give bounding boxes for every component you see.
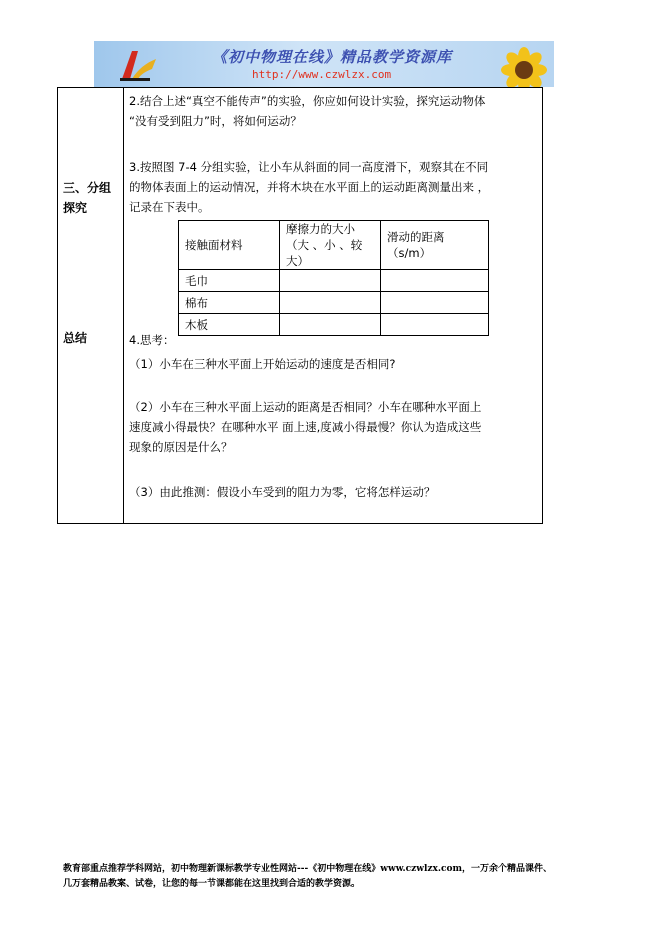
q4-3: （3）由此推测：假设小车受到的阻力为零，它将怎样运动？ [129, 485, 436, 499]
row-material: 毛巾 [179, 270, 280, 292]
q2-line1: 2.结合上述“真空不能传声”的实验，你应如何设计实验，探究运动物体 [129, 94, 486, 108]
footer-line2: 几万套精品教案、试卷，让您的每一节课都能在这里找到合适的教学资源。 [63, 879, 361, 889]
section-label-line2: 探究 [63, 201, 88, 215]
q3-line1: 3.按照图 7-4 分组实验，让小车从斜面的同一高度滑下，观察其在不同 [129, 160, 489, 174]
column-divider [123, 87, 124, 524]
header-friction-line1: 摩擦力的大小 [286, 222, 355, 236]
header-banner [94, 41, 554, 87]
site-logo-icon [118, 45, 158, 83]
q3-line3: 记录在下表中。 [129, 200, 210, 214]
table-header-row [179, 221, 489, 270]
q3-line2: 的物体表面上的运动情况，并将木块在水平面上的运动距离测量出来 ， [129, 180, 490, 194]
q4-2-line1: （2）小车在三种水平面上运动的距离是否相同？小车在哪种水平面上 [129, 400, 482, 414]
summary-label: 总结 [63, 331, 88, 345]
header-distance: 滑动的距离（s/m） [381, 221, 489, 270]
row-distance-cell[interactable] [381, 270, 489, 292]
banner-url: http://www.czwlzx.com [252, 68, 392, 81]
table-row [179, 292, 489, 314]
row-friction-cell[interactable] [280, 270, 381, 292]
experiment-table [178, 220, 489, 336]
q4-1: （1）小车在三种水平面上开始运动的速度是否相同? [129, 357, 396, 371]
q2-line2: “没有受到阻力”时，将如何运动？ [129, 114, 302, 128]
table-row [179, 270, 489, 292]
page-footer [63, 862, 603, 892]
section-label-line1: 三、分组 [63, 181, 112, 195]
row-material: 木板 [179, 314, 280, 336]
header-friction [280, 221, 381, 270]
q4-2-line2: 速度减小得最快？在哪种水平 面上速,度减小得最慢？你认为造成这些 [129, 420, 482, 434]
banner-title: 《初中物理在线》精品教学资源库 [212, 48, 453, 66]
sunflower-icon [494, 47, 554, 87]
q4-2-line3: 现象的原因是什么？ [129, 440, 233, 454]
row-material: 棉布 [179, 292, 280, 314]
row-distance-cell[interactable] [381, 292, 489, 314]
header-friction-line2: （大 、小 、较大） [286, 238, 363, 268]
q4-title: 4.思考： [129, 333, 175, 347]
footer-line1: 教育部重点推荐学科网站，初中物理新课标教学专业性网站---《初中物理在线》www.czwlzx.com，一万余个精品课件、 [63, 864, 553, 874]
header-material: 接触面材料 [179, 221, 280, 270]
row-friction-cell[interactable] [280, 292, 381, 314]
